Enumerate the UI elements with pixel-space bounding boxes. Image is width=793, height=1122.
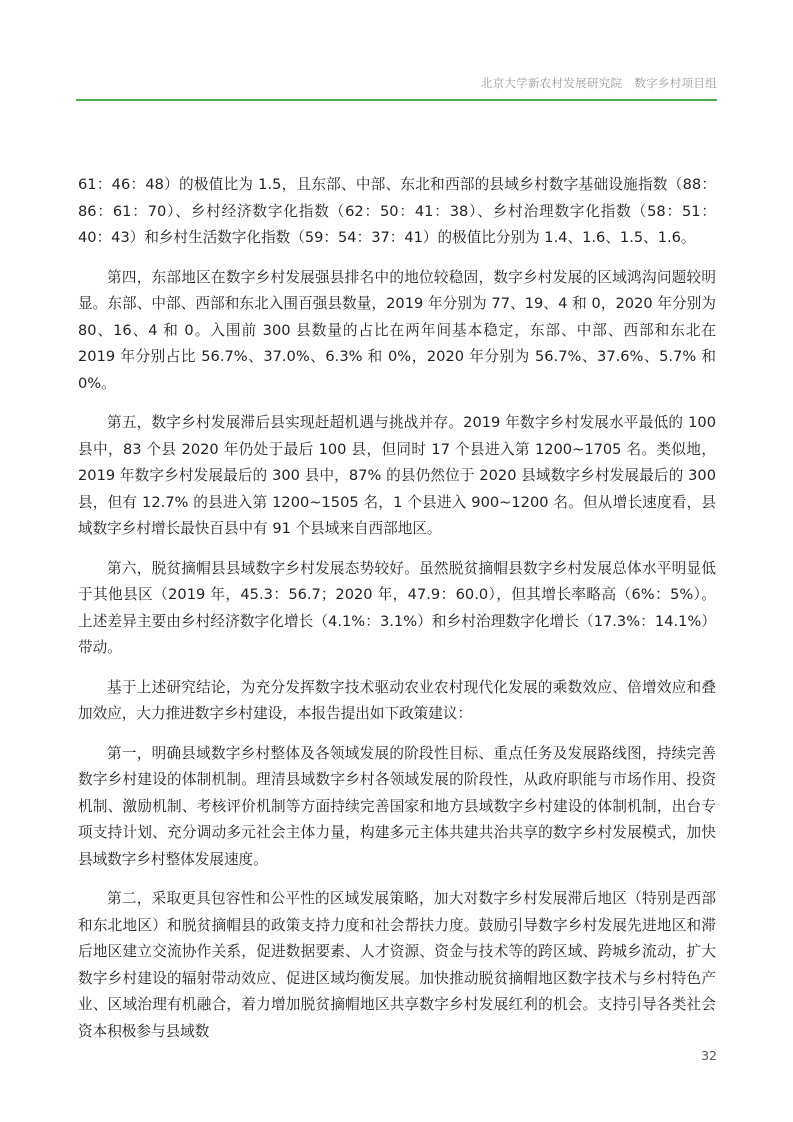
paragraph: 第二，采取更具包容性和公平性的区域发展策略，加大对数字乡村发展滞后地区（特别是西部和东北地区）和脱贫摘帽县的政策支持力度和社会帮扶力度。鼓励引导数字乡村发展先进地区和滞后地区建立交流协作关系，促进数据要素、人才资源、资金与技术等的跨区域、跨城乡流动，扩大数字乡村建设的辐射带动效应、促进区域均衡发展。加快推动脱贫摘帽地区数字技术与乡村特色产业、区域治理有机融合，着力增加脱贫摘帽地区共享数字乡村发展红利的机会。支持引导各类社会资本积极参与县域数 xyxy=(78,890,716,1040)
paragraph: 第五，数字乡村发展滞后县实现赶超机遇与挑战并存。2019 年数字乡村发展水平最低的 100 县中，83 个县 2020 年仍处于最后 100 县，但同时 17 个县进入第 1200~1705 名。类似地，2019 年数字乡村发展最后的 300 县中，87% 的县仍然位于 2020 县域数字乡村发展最后的 300 县，但有 12.7% 的县进入第 1200~1505 名，1 个县进入 900~1200 名。但从增长速度看，县域数字乡村增长最快百县中有 91 个县域来自西部地区。 xyxy=(78,414,716,537)
paragraph: 第六，脱贫摘帽县县域数字乡村发展态势较好。虽然脱贫摘帽县数字乡村发展总体水平明显低于其他县区（2019 年，45.3：56.7；2020 年，47.9：60.0），但其增长率略高（6%：5%）。上述差异主要由乡村经济数字化增长（4.1%：3.1%）和乡村治理数字化增长（17.3%：14.1%）带动。 xyxy=(78,559,716,656)
header-project-group: 数字乡村项目组 xyxy=(634,76,717,90)
paragraph: 第四，东部地区在数字乡村发展强县排名中的地位较稳固，数字乡村发展的区域鸿沟问题较明显。东部、中部、西部和东北入围百强县数量，2019 年分别为 77、19、4 和 0，2020 年分别为 80、16、4 和 0。入围前 300 县数量的占比在两年间基本稳定，东部、中部、西部和东北在 2019 年分别占比 56.7%、37.0%、6.3% 和 0%，2020 年分别为 56.7%、37.6%、5.7% 和 0%。 xyxy=(78,268,716,392)
paragraph: 第一，明确县域数字乡村整体及各领域发展的阶段性目标、重点任务及发展路线图，持续完善数字乡村建设的体制机制。理清县域数字乡村各领域发展的阶段性，从政府职能与市场作用、投资机制、激励机制、考核评价机制等方面持续完善国家和地方县域数字乡村建设的体制机制，出台专项支持计划、充分调动多元社会主体力量，构建多元主体共建共治共享的数字乡村发展模式，加快县域数字乡村整体发展速度。 xyxy=(78,744,716,868)
page-number: 32 xyxy=(701,1048,717,1063)
body-text xyxy=(78,172,716,1058)
running-header xyxy=(481,75,717,91)
paragraph: 基于上述研究结论，为充分发挥数字技术驱动农业农村现代化发展的乘数效应、倍增效应和叠加效应，大力推进数字乡村建设，本报告提出如下政策建议： xyxy=(78,678,716,722)
paragraph: 61：46：48）的极值比为 1.5，且东部、中部、东北和西部的县域乡村数字基础设施指数（88：86：61：70）、乡村经济数字化指数（62：50：41：38）、乡村治理数字化指数（58：51：40：43）和乡村生活数字化指数（59：54：37：41）的极值比分别为 1.4、1.6、1.5、1.6。 xyxy=(78,176,716,246)
header-divider xyxy=(76,99,717,101)
header-organization: 北京大学新农村发展研究院 xyxy=(480,76,623,90)
